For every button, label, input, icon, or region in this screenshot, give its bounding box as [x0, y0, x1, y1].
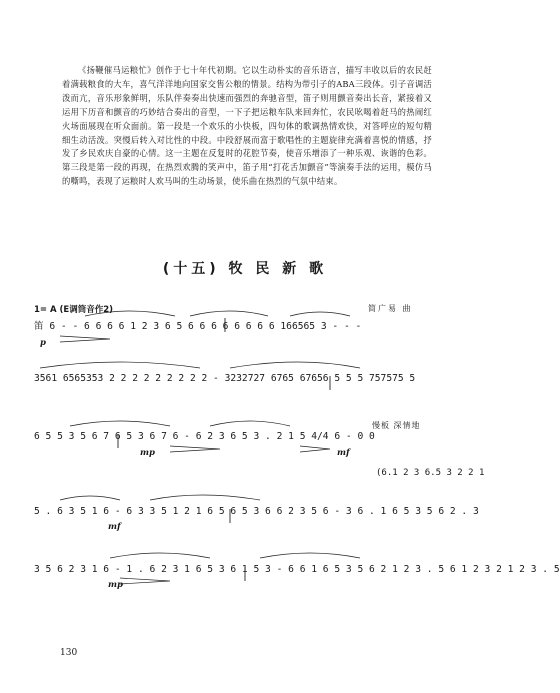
score-line-3: 6 5 5 3 5 6 7 6 5 3 6 7 6 - 6 2 3 6 5 3 . 2 1 5 4/4 6 - 0 0: [34, 431, 375, 442]
dynamic-marking: mp: [140, 448, 155, 458]
score-line-1: 笛 6 - - 6 6 6 6 1 2 3 6 5 6 6 6 6 6 6 6 6 166565 3 - - -: [34, 321, 362, 332]
piece-title: (十五) 牧 民 新 歌: [162, 261, 328, 277]
secondary-score-line: (6.1 2 3 6.5 3 2 2 1: [376, 468, 485, 478]
dynamic-marking: mf: [108, 522, 121, 532]
dynamic-marking: mp: [108, 580, 123, 590]
key-signature: 1= A (E调筒音作2): [34, 305, 114, 315]
dynamic-marking: p: [40, 338, 46, 348]
composer-credit: 简广易 曲: [368, 304, 413, 313]
tempo-marking: 慢板 深情地: [372, 421, 421, 430]
intro-paragraph: 《扬鞭催马运粮忙》创作于七十年代初期。它以生动朴实的音乐语言，描写丰收以后的农民赶着满载粮食的大车，喜气洋洋地向国家交售公粮的情景。结构为带引子的ABA三段体。引子音调活泼而亢，音乐形象鲜明，乐队伴奏奏出快速而强烈的奔驰音型，笛子则用颤音奏出长音，紧接着又运用下历音和颤音的巧妙结合奏出的音型，一下子把运粮车队来回奔忙，农民吆喝着赶马的热闹红火场面展现在听众面前。第一段是一个欢乐的小快板，四句体的歌调热情欢快，对答呼应的短句精细生动活泼。突慢后转入对比性的中段。中段舒展而富于歌唱性的主题旋律充满着喜悦的情感，抒发了乡民欢庆自豪的心情。这一主题在反复时的花腔节奏，使音乐增添了一种乐观、诙谐的色彩。第三段是第一段的再现，在热烈欢腾的笑声中，笛子用“打花舌加颤音”等演奏手法的运用，模仿马的嘶鸣，表现了运粮时人欢马叫的生动场景，使乐曲在热烈的气氛中结束。: [62, 65, 432, 187]
score-line-5: 3 5 6 2 3 1 6 - 1 . 6 2 3 1 6 5 3 6 1 5 3 - 6 6 1 6 5 3 5 6 2 1 2 3 . 5 6 1 2 3 2 1 2 3 . 5: [34, 564, 560, 575]
page-number: 130: [60, 648, 78, 658]
dynamic-marking: mf: [337, 448, 350, 458]
score-line-2: 3561 6565353 2 2 2 2 2 2 2 2 2 - 3232727 6765 67656 5 5 5 757575 5: [34, 373, 416, 384]
score-line-4: 5 . 6 3 5 1 6 - 6 3 3 5 1 2 1 6 5 6 5 3 6 6 2 3 5 6 - 3 6 . 1 6 5 3 5 6 2 . 3: [34, 506, 479, 517]
